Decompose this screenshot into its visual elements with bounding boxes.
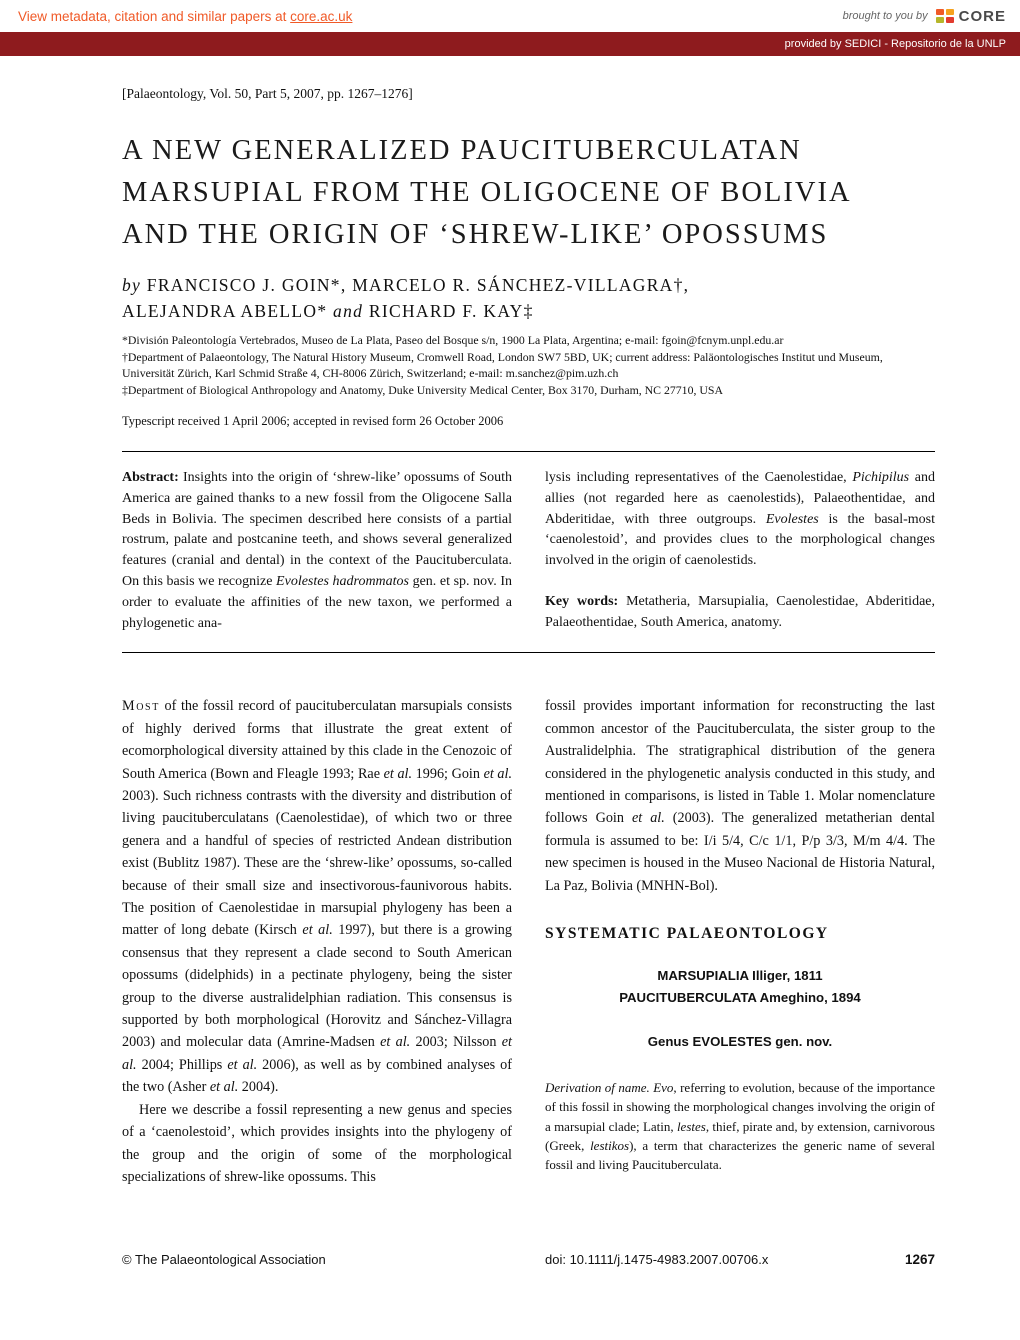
abstract-right-column — [545, 468, 935, 634]
affiliations — [122, 332, 935, 398]
body-paragraph-2: Here we describe a fossil representing a new genus and species of a ‘caenolestoid’, which provides insights into the phylogeny of the group and the origin of some of the morphological specializations of shrew-like opossums. This — [122, 1101, 512, 1185]
provided-by-link[interactable]: provided by SEDICI - Repositorio de la UNLP — [784, 38, 1006, 50]
title-line-2: MARSUPIAL FROM THE OLIGOCENE OF BOLIVIA — [122, 177, 852, 208]
core-logo-text: CORE — [958, 7, 1006, 25]
core-banner — [0, 0, 1020, 32]
byline-line-1: by FRANCISCO J. GOIN*, MARCELO R. SÁNCHEZ-VILLAGRA†, — [122, 275, 690, 295]
affiliation-2: †Department of Palaeontology, The Natural History Museum, Cromwell Road, London SW7 5BD, UK; current address: Paläontologisches Institut und Museum, Universität Zürich, Karl Schmid Straße 4, CH-8006 Zürich, Switzerland; e-mail: m.sanchez@pim.uzh.ch — [122, 349, 883, 380]
section-heading-systematic-palaeontology: SYSTEMATIC PALAEONTOLOGY — [545, 925, 829, 943]
core-logo-icon — [936, 8, 954, 24]
page-content — [0, 56, 1020, 1188]
metadata-link[interactable] — [18, 9, 352, 24]
body-right-column — [545, 695, 935, 1188]
journal-line: [Palaeontology, Vol. 50, Part 5, 2007, pp. 1267–1276] — [122, 86, 413, 101]
page-number: 1267 — [904, 1252, 935, 1267]
paper-title — [122, 130, 935, 256]
taxon-line-paucituberculata: PAUCITUBERCULATA Ameghino, 1894 — [619, 990, 861, 1006]
body-paragraph-1: Most of the fossil record of paucituberculatan marsupials consists of highly derived forms that illustrate the great extent of ecomorphological diversity attained by this clade in the Cenozoic of South America (Bown and Fleagle 1993; Rae et al. 1996; Goin et al. 2003). Such richness contrasts with the diversity and distribution of living paucituberculatans (Caenolestidae), of which two or three genera and a handful of species of restricted Andean distribution exist (Bublitz 1987). These are the ‘shrew-like’ opossums, so-called because of their small size and insectivorous-faunivorous habits. The position of Caenolestidae in marsupial phylogeny has been a matter of long debate (Kirsch et al. 1997), but there is a growing consensus that they represent a clade second to South American opossums (didelphids) in a pectinate phylogeny, being the sister group to the diverse australidelphian radiation. This consensus is supported by both morphological (Horovitz and Sánchez-Villagra 2003) and molecular data (Amrine-Madsen et al. 2003; Nilsson et al. 2004; Phillips et al. 2006), as well as by combined analyses of the two (Asher et al. 2004). — [122, 698, 513, 1096]
derivation-paragraph: Derivation of name. Evo, referring to evolution, because of the importance of this fossil in showing the morphological changes involving the origin of a marsupial clade; Latin, lestes, thief, pirate and, by extension, carnivorous (Greek, lestikos), a term that characterizes the generic name of several fossil and living Paucituberculata. — [545, 1079, 936, 1173]
metadata-link-text: View metadata, citation and similar papers at — [18, 8, 291, 24]
banner-right — [843, 8, 1006, 25]
page-footer — [122, 1252, 935, 1267]
provided-bar — [0, 32, 1020, 56]
byline-line-2: ALEJANDRA ABELLO* and RICHARD F. KAY‡ — [122, 301, 534, 321]
title-line-3: AND THE ORIGIN OF ‘SHREW-LIKE’ OPOSSUMS — [122, 219, 829, 250]
doi-text: doi: 10.1111/j.1475-4983.2007.00706.x — [545, 1252, 769, 1267]
keywords-paragraph: Key words: Metatheria, Marsupialia, Caenolestidae, Abderitidae, Palaeothentidae, South America, anatomy. — [545, 593, 936, 630]
title-line-1: A NEW GENERALIZED PAUCITUBERCULATAN — [122, 135, 802, 166]
brought-to-you-by-label: brought to you by — [842, 10, 928, 22]
taxon-line-marsupialia: MARSUPIALIA Illiger, 1811 — [657, 968, 823, 984]
genus-heading: Genus EVOLESTES gen. nov. — [647, 1034, 833, 1050]
affiliation-1: *División Paleontología Vertebrados, Museo de La Plata, Paseo del Bosque s/n, 1900 La Plata, Argentina; e-mail: fgoin@fcnym.unpl.edu.ar — [122, 333, 784, 347]
core-logo[interactable] — [936, 8, 1006, 25]
abstract-left-column — [122, 468, 512, 634]
typescript-note: Typescript received 1 April 2006; accepted in revised form 26 October 2006 — [122, 414, 504, 428]
taxon-classification — [545, 965, 935, 1009]
byline — [122, 272, 935, 324]
body-paragraph-3: fossil provides important information for reconstructing the last common ancestor of the Paucituberculata, the sister group to the Australidelphia. The stratigraphical distribution of the genera considered in the phylogenetic analysis conducted in this study, and mentioned in comparisons, is listed in Table 1. Molar nomenclature follows Goin et al. (2003). The generalized metatherian dental formula is assumed to be: I/i 5/4, C/c 1/1, P/p 3/3, M/m 4/4. The new specimen is housed in the Museo Nacional de Historia Natural, La Paz, Bolivia (MNHN-Bol). — [545, 698, 935, 894]
body-left-column — [122, 695, 512, 1188]
abstract-paragraph-left: Abstract: Insights into the origin of ‘shrew-like’ opossums of South America are gained thanks to a new fossil from the Oligocene Salla Beds in Bolivia. The specimen described here consists of a partial rostrum, palate and postcanine teeth, and shows several generalized features (cranial and dental) in the context of the Paucituberculata. On this basis we recognize Evolestes hadrommatos gen. et sp. nov. In order to evaluate the affinities of the new taxon, we performed a phylogenetic ana- — [122, 470, 512, 631]
affiliation-3: ‡Department of Biological Anthropology and Anatomy, Duke University Medical Center, Box 3170, Durham, NC 27710, USA — [122, 382, 723, 397]
abstract-paragraph-right: lysis including representatives of the Caenolestidae, Pichipilus and allies (not regarded here as caenolestids), Palaeothentidae, and Abderitidae, with three outgroups. Evolestes is the basal-most ‘caenolestoid’, and provides clues to the morphological changes involved in the origin of caenolestids. — [545, 470, 936, 569]
abstract-section — [122, 451, 935, 653]
core-host-link[interactable]: core.ac.uk — [290, 8, 353, 24]
association-note: © The Palaeontological Association — [122, 1252, 326, 1267]
main-text — [122, 695, 935, 1188]
